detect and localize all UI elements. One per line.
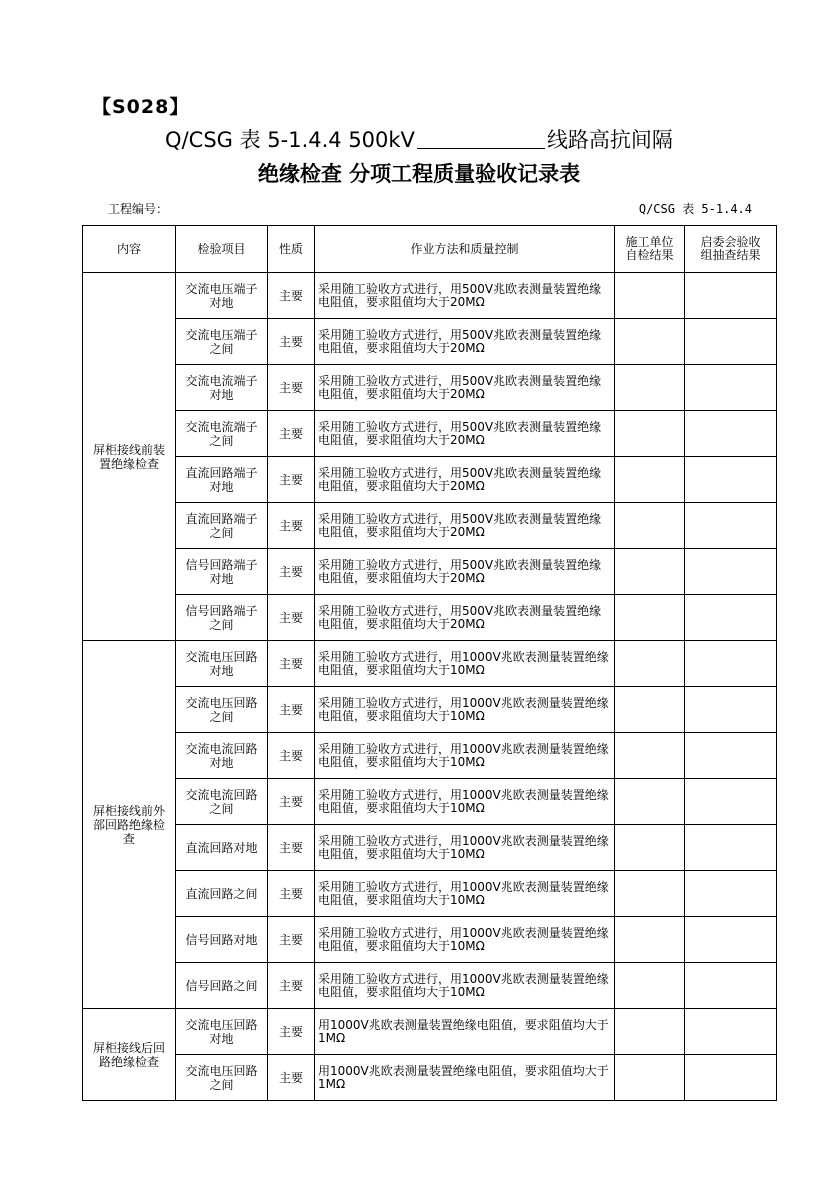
item-cell: 信号回路端子之间	[176, 595, 268, 641]
header-method: 作业方法和质量控制	[315, 226, 615, 273]
method-cell: 采用随工验收方式进行，用500V兆欧表测量装置绝缘电阻值，要求阻值均大于20MΩ	[315, 549, 615, 595]
self-check-cell[interactable]	[615, 917, 685, 963]
self-check-cell[interactable]	[615, 549, 685, 595]
self-check-cell[interactable]	[615, 825, 685, 871]
committee-check-cell[interactable]	[685, 411, 777, 457]
self-check-cell[interactable]	[615, 641, 685, 687]
method-cell: 采用随工验收方式进行，用500V兆欧表测量装置绝缘电阻值，要求阻值均大于20MΩ	[315, 273, 615, 319]
table-row	[83, 457, 777, 503]
table-row	[83, 365, 777, 411]
method-cell: 采用随工验收方式进行，用500V兆欧表测量装置绝缘电阻值，要求阻值均大于20MΩ	[315, 411, 615, 457]
nature-cell: 主要	[268, 687, 315, 733]
self-check-cell[interactable]	[615, 687, 685, 733]
nature-cell: 主要	[268, 549, 315, 595]
item-cell: 交流电流回路对地	[176, 733, 268, 779]
nature-cell: 主要	[268, 319, 315, 365]
nature-cell: 主要	[268, 1055, 315, 1101]
item-cell: 交流电流端子之间	[176, 411, 268, 457]
nature-cell: 主要	[268, 779, 315, 825]
nature-cell: 主要	[268, 871, 315, 917]
table-row	[83, 595, 777, 641]
table-row	[83, 779, 777, 825]
nature-cell: 主要	[268, 365, 315, 411]
nature-cell: 主要	[268, 411, 315, 457]
title-suffix: 线路高抗间隔	[546, 128, 673, 152]
committee-check-cell[interactable]	[685, 733, 777, 779]
nature-cell: 主要	[268, 273, 315, 319]
method-cell: 采用随工验收方式进行，用1000V兆欧表测量装置绝缘电阻值，要求阻值均大于10MΩ	[315, 825, 615, 871]
committee-check-cell[interactable]	[685, 549, 777, 595]
method-cell: 采用随工验收方式进行，用1000V兆欧表测量装置绝缘电阻值，要求阻值均大于10MΩ	[315, 963, 615, 1009]
self-check-cell[interactable]	[615, 319, 685, 365]
project-no-label: 工程编号：	[108, 202, 169, 216]
doc-code: 【S028】	[92, 96, 190, 118]
table-row	[83, 1009, 777, 1055]
committee-check-cell[interactable]	[685, 825, 777, 871]
nature-cell: 主要	[268, 595, 315, 641]
header-content: 内容	[83, 226, 176, 273]
item-cell: 直流回路端子之间	[176, 503, 268, 549]
committee-check-cell[interactable]	[685, 871, 777, 917]
item-cell: 直流回路对地	[176, 825, 268, 871]
method-cell: 用1000V兆欧表测量装置绝缘电阻值，要求阻值均大于1MΩ	[315, 1055, 615, 1101]
title-blank-field	[417, 128, 545, 149]
header-item: 检验项目	[176, 226, 268, 273]
table-row	[83, 917, 777, 963]
method-cell: 采用随工验收方式进行，用1000V兆欧表测量装置绝缘电阻值，要求阻值均大于10MΩ	[315, 871, 615, 917]
self-check-cell[interactable]	[615, 733, 685, 779]
self-check-cell[interactable]	[615, 1009, 685, 1055]
table-body	[83, 273, 777, 1101]
self-check-cell[interactable]	[615, 963, 685, 1009]
item-cell: 交流电压回路对地	[176, 641, 268, 687]
nature-cell: 主要	[268, 641, 315, 687]
committee-check-cell[interactable]	[685, 963, 777, 1009]
item-cell: 交流电压端子之间	[176, 319, 268, 365]
method-cell: 采用随工验收方式进行，用1000V兆欧表测量装置绝缘电阻值，要求阻值均大于10MΩ	[315, 733, 615, 779]
table-row	[83, 871, 777, 917]
committee-check-cell[interactable]	[685, 457, 777, 503]
method-cell: 采用随工验收方式进行，用1000V兆欧表测量装置绝缘电阻值，要求阻值均大于10MΩ	[315, 917, 615, 963]
header-self-check: 施工单位自检结果	[615, 226, 685, 273]
item-cell: 交流电流回路之间	[176, 779, 268, 825]
nature-cell: 主要	[268, 457, 315, 503]
self-check-cell[interactable]	[615, 365, 685, 411]
item-cell: 信号回路对地	[176, 917, 268, 963]
title-line-1	[0, 124, 838, 154]
table-row	[83, 411, 777, 457]
item-cell: 交流电压回路对地	[176, 1009, 268, 1055]
header-nature: 性质	[268, 226, 315, 273]
method-cell: 采用随工验收方式进行，用1000V兆欧表测量装置绝缘电阻值，要求阻值均大于10MΩ	[315, 641, 615, 687]
self-check-cell[interactable]	[615, 457, 685, 503]
method-cell: 采用随工验收方式进行，用1000V兆欧表测量装置绝缘电阻值，要求阻值均大于10MΩ	[315, 779, 615, 825]
nature-cell: 主要	[268, 733, 315, 779]
self-check-cell[interactable]	[615, 1055, 685, 1101]
item-cell: 直流回路之间	[176, 871, 268, 917]
table-row	[83, 319, 777, 365]
item-cell: 信号回路之间	[176, 963, 268, 1009]
item-cell: 交流电流端子对地	[176, 365, 268, 411]
nature-cell: 主要	[268, 503, 315, 549]
item-cell: 交流电压回路之间	[176, 1055, 268, 1101]
self-check-cell[interactable]	[615, 411, 685, 457]
method-cell: 采用随工验收方式进行，用500V兆欧表测量装置绝缘电阻值，要求阻值均大于20MΩ	[315, 503, 615, 549]
method-cell: 采用随工验收方式进行，用500V兆欧表测量装置绝缘电阻值，要求阻值均大于20MΩ	[315, 319, 615, 365]
self-check-cell[interactable]	[615, 779, 685, 825]
committee-check-cell[interactable]	[685, 917, 777, 963]
committee-check-cell[interactable]	[685, 1009, 777, 1055]
method-cell: 采用随工验收方式进行，用1000V兆欧表测量装置绝缘电阻值，要求阻值均大于10MΩ	[315, 687, 615, 733]
nature-cell: 主要	[268, 1009, 315, 1055]
method-cell: 用1000V兆欧表测量装置绝缘电阻值，要求阻值均大于1MΩ	[315, 1009, 615, 1055]
header-committee-check: 启委会验收组抽查结果	[685, 226, 777, 273]
category-cell: 屏柜接线前外部回路绝缘检查	[83, 641, 176, 1009]
table-row	[83, 687, 777, 733]
item-cell: 信号回路端子对地	[176, 549, 268, 595]
committee-check-cell[interactable]	[685, 687, 777, 733]
self-check-cell[interactable]	[615, 871, 685, 917]
table-row	[83, 503, 777, 549]
inspection-table	[82, 225, 777, 1101]
nature-cell: 主要	[268, 825, 315, 871]
committee-check-cell[interactable]	[685, 595, 777, 641]
method-cell: 采用随工验收方式进行，用500V兆欧表测量装置绝缘电阻值，要求阻值均大于20MΩ	[315, 457, 615, 503]
committee-check-cell[interactable]	[685, 319, 777, 365]
committee-check-cell[interactable]	[685, 273, 777, 319]
item-cell: 直流回路端子对地	[176, 457, 268, 503]
table-row	[83, 963, 777, 1009]
nature-cell: 主要	[268, 963, 315, 1009]
table-row	[83, 733, 777, 779]
table-row	[83, 641, 777, 687]
table-row	[83, 273, 777, 319]
item-cell: 交流电压回路之间	[176, 687, 268, 733]
category-cell: 屏柜接线前装置绝缘检查	[83, 273, 176, 641]
category-cell: 屏柜接线后回路绝缘检查	[83, 1009, 176, 1101]
title-prefix: Q/CSG 表 5-1.4.4 500kV	[165, 128, 415, 152]
item-cell: 交流电压端子对地	[176, 273, 268, 319]
standard-ref: Q/CSG 表 5-1.4.4	[638, 202, 752, 216]
self-check-cell[interactable]	[615, 503, 685, 549]
table-row	[83, 1055, 777, 1101]
self-check-cell[interactable]	[615, 595, 685, 641]
nature-cell: 主要	[268, 917, 315, 963]
committee-check-cell[interactable]	[685, 503, 777, 549]
committee-check-cell[interactable]	[685, 365, 777, 411]
table-row	[83, 825, 777, 871]
committee-check-cell[interactable]	[685, 1055, 777, 1101]
table-row	[83, 549, 777, 595]
title-line-2: 绝缘检查 分项工程质量验收记录表	[257, 162, 581, 186]
self-check-cell[interactable]	[615, 273, 685, 319]
method-cell: 采用随工验收方式进行，用500V兆欧表测量装置绝缘电阻值，要求阻值均大于20MΩ	[315, 595, 615, 641]
committee-check-cell[interactable]	[685, 641, 777, 687]
header-row	[83, 226, 777, 273]
method-cell: 采用随工验收方式进行，用500V兆欧表测量装置绝缘电阻值，要求阻值均大于20MΩ	[315, 365, 615, 411]
committee-check-cell[interactable]	[685, 779, 777, 825]
